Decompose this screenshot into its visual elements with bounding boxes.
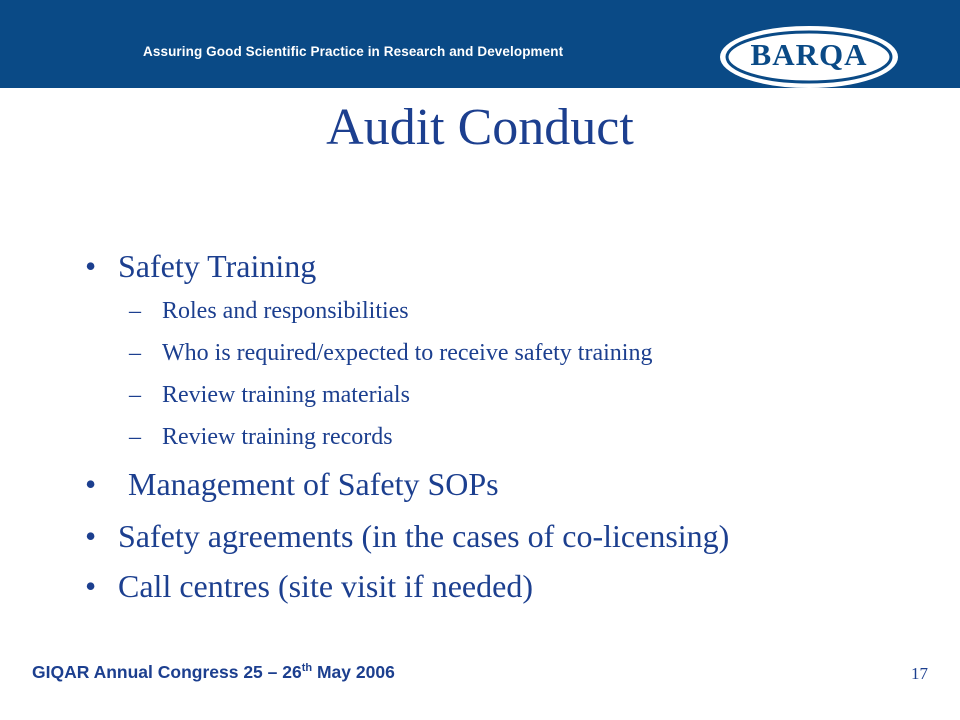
bullet-marker: • <box>85 518 97 554</box>
footer-event-suffix: May 2006 <box>312 662 395 682</box>
footer-event <box>32 660 395 684</box>
sub-bullet-item <box>129 380 410 410</box>
dash-marker: – <box>129 340 141 366</box>
bullet-item <box>85 246 317 286</box>
bullet-text: Management of Safety SOPs <box>128 466 499 502</box>
sub-bullet-text: Review training records <box>162 424 393 450</box>
bullet-item <box>85 464 499 504</box>
sub-bullet-text: Review training materials <box>162 382 410 408</box>
footer-event-prefix: GIQAR Annual Congress 25 – 26 <box>32 662 302 682</box>
sub-bullet-text: Who is required/expected to receive safety training <box>162 340 653 366</box>
sub-bullet-item <box>129 422 393 452</box>
header-tagline: Assuring Good Scientific Practice in Research and Development <box>143 44 564 59</box>
bullet-marker: • <box>85 466 97 502</box>
sub-bullet-item <box>129 296 409 326</box>
bullet-marker: • <box>85 568 97 604</box>
footer-event-sup: th <box>301 662 313 675</box>
sub-bullet-item <box>129 338 653 368</box>
page-number: 17 <box>911 664 928 683</box>
dash-marker: – <box>129 382 141 408</box>
bullet-item <box>85 516 730 556</box>
bullet-text: Call centres (site visit if needed) <box>118 568 533 604</box>
sub-bullet-text: Roles and responsibilities <box>162 298 409 324</box>
bullet-item <box>85 566 533 606</box>
dash-marker: – <box>129 424 141 450</box>
bullet-text: Safety agreements (in the cases of co-licensing) <box>118 518 730 554</box>
bullet-text: Safety Training <box>118 248 317 284</box>
bullet-marker: • <box>85 248 97 284</box>
slide-title: Audit Conduct <box>326 99 634 156</box>
dash-marker: – <box>129 298 141 324</box>
logo-text: BARQA <box>750 37 868 72</box>
